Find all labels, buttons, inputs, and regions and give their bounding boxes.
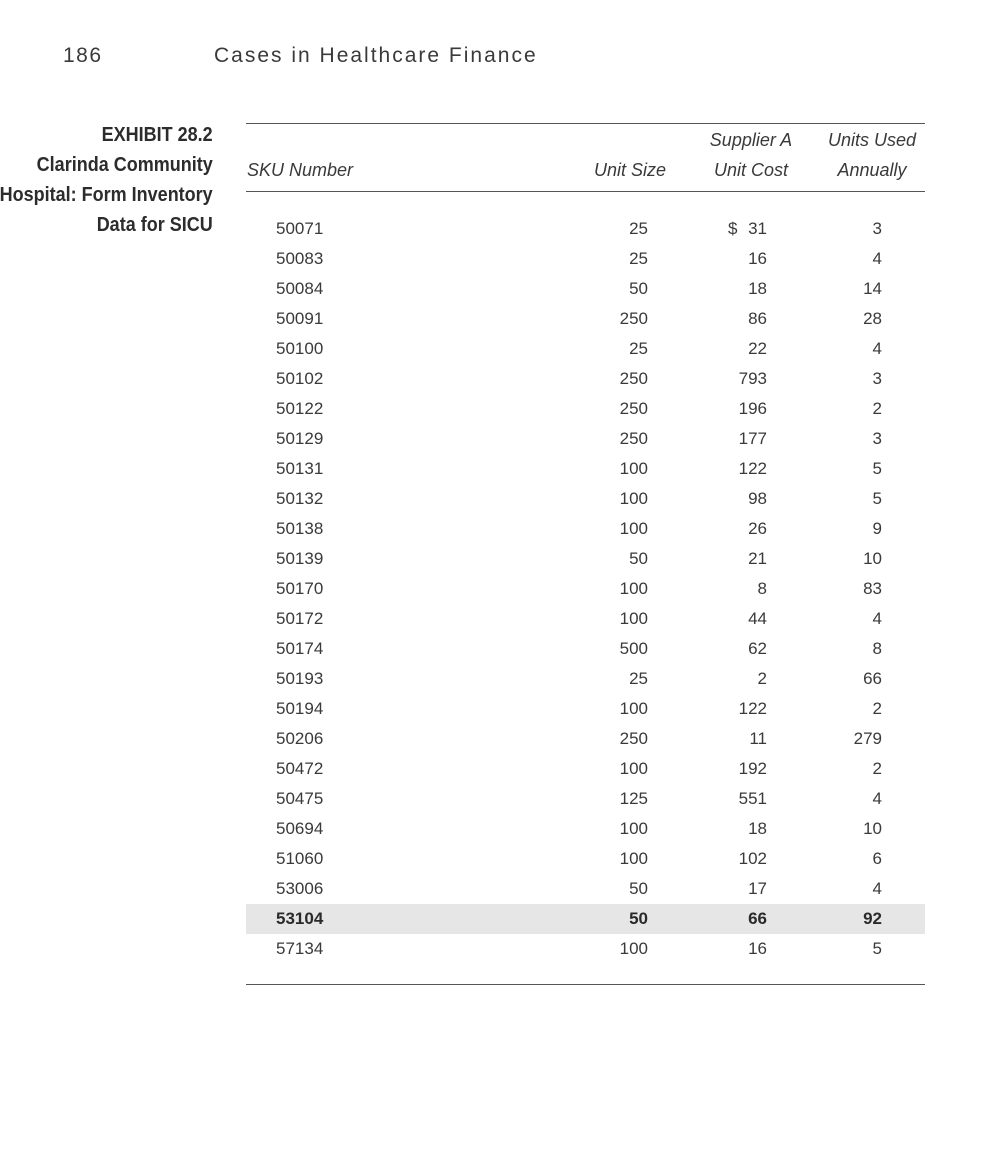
cell-sku-number: 50694 (276, 819, 324, 838)
cell-unit-cost: 177 (738, 429, 767, 448)
table-bottom-rule (246, 984, 925, 985)
cell-sku-number: 50170 (276, 579, 324, 598)
cell-unit-size: 125 (619, 789, 648, 808)
cell-sku-number: 53104 (276, 909, 324, 928)
cell-units-used: 8 (872, 639, 882, 658)
cell-unit-cost: 62 (748, 639, 767, 658)
cell-unit-cost: 2 (757, 669, 767, 688)
header-unit-cost-line1: Supplier A (709, 130, 793, 150)
table-row (246, 814, 925, 844)
table-header (246, 124, 925, 191)
cell-sku-number: 50172 (276, 609, 324, 628)
cell-sku-number: 51060 (276, 849, 324, 868)
header-unit-cost (690, 125, 812, 185)
header-units-used (812, 125, 932, 185)
cell-units-used: 9 (872, 519, 882, 538)
cell-sku-number: 50083 (276, 249, 324, 268)
exhibit-caption-line: Data for SICU (96, 214, 213, 236)
header-units-used-line1: Units Used (827, 130, 917, 150)
cell-unit-size: 100 (619, 849, 648, 868)
cell-units-used: 2 (872, 699, 882, 718)
table-row (246, 214, 925, 244)
cell-sku-number: 50084 (276, 279, 324, 298)
cell-sku-number: 50138 (276, 519, 324, 538)
table-row (246, 604, 925, 634)
cell-units-used: 3 (872, 369, 882, 388)
header-units-used-line2: Annually (837, 160, 907, 180)
cell-unit-size: 500 (619, 639, 648, 658)
cell-units-used: 4 (872, 339, 882, 358)
table-row (246, 334, 925, 364)
cell-unit-cost: 18 (748, 819, 767, 838)
cell-sku-number: 57134 (276, 939, 324, 958)
cell-units-used: 5 (872, 459, 882, 478)
cell-sku-number: 50122 (276, 399, 324, 418)
cell-units-used: 14 (863, 279, 882, 298)
exhibit-caption-line: Clarinda Community (36, 154, 214, 176)
cell-sku-number: 50139 (276, 549, 324, 568)
cell-unit-cost: 122 (738, 459, 767, 478)
cell-units-used: 4 (872, 609, 882, 628)
cell-unit-size: 250 (619, 429, 648, 448)
cell-unit-cost: 31 (748, 219, 767, 238)
table-row (246, 724, 925, 754)
cell-unit-size: 250 (619, 729, 648, 748)
cell-unit-cost: 16 (748, 939, 767, 958)
table-row (246, 694, 925, 724)
cell-unit-cost: 551 (738, 789, 767, 808)
cell-units-used: 4 (872, 789, 882, 808)
cell-unit-cost: 8 (757, 579, 767, 598)
cell-units-used: 66 (863, 669, 882, 688)
cell-unit-cost: 196 (738, 399, 767, 418)
header-sku-number: SKU Number (247, 160, 354, 180)
header-unit-size: Unit Size (593, 160, 666, 180)
cell-unit-cost: 44 (748, 609, 767, 628)
table-row (246, 664, 925, 694)
cell-unit-size: 25 (629, 219, 648, 238)
cell-sku-number: 53006 (276, 879, 324, 898)
cell-sku-number: 50071 (276, 219, 324, 238)
cell-sku-number: 50100 (276, 339, 324, 358)
exhibit-caption (0, 120, 213, 240)
cell-sku-number: 50206 (276, 729, 324, 748)
cell-units-used: 10 (863, 819, 882, 838)
cell-unit-cost: 16 (748, 249, 767, 268)
table-row (246, 244, 925, 274)
cell-unit-cost: 98 (748, 489, 767, 508)
exhibit-caption-line: EXHIBIT 28.2 (101, 124, 213, 146)
table-row (246, 754, 925, 784)
cell-unit-size: 25 (629, 249, 648, 268)
cell-sku-number: 50132 (276, 489, 324, 508)
cell-unit-cost: 17 (748, 879, 767, 898)
cell-units-used: 279 (853, 729, 882, 748)
cell-unit-cost: 21 (748, 549, 767, 568)
cell-units-used: 5 (872, 489, 882, 508)
cell-unit-size: 100 (619, 819, 648, 838)
table-row (246, 784, 925, 814)
cell-unit-cost: 11 (749, 729, 767, 748)
cell-unit-cost: 18 (748, 279, 767, 298)
cell-unit-cost: 86 (748, 309, 767, 328)
cell-sku-number: 50091 (276, 309, 324, 328)
cell-unit-size: 100 (619, 699, 648, 718)
table-row (246, 484, 925, 514)
cell-unit-size: 50 (629, 909, 648, 928)
cell-unit-size: 100 (619, 519, 648, 538)
cell-unit-cost: 122 (738, 699, 767, 718)
table-body (246, 192, 925, 964)
cell-unit-size: 250 (619, 369, 648, 388)
cell-sku-number: 50472 (276, 759, 324, 778)
cell-units-used: 3 (872, 219, 882, 238)
cell-units-used: 5 (872, 939, 882, 958)
cell-unit-cost: 102 (738, 849, 767, 868)
table-row (246, 634, 925, 664)
cell-sku-number: 50174 (276, 639, 324, 658)
cell-unit-cost: 793 (738, 369, 767, 388)
cell-units-used: 2 (872, 759, 882, 778)
table-row (246, 574, 925, 604)
cell-unit-size: 25 (629, 669, 648, 688)
table-row (246, 454, 925, 484)
cell-units-used: 10 (863, 549, 882, 568)
cell-unit-size: 250 (619, 309, 648, 328)
cell-units-used: 4 (872, 879, 882, 898)
cell-unit-size: 100 (619, 939, 648, 958)
cell-unit-size: 50 (629, 879, 648, 898)
cell-unit-size: 250 (619, 399, 648, 418)
cell-unit-size: 50 (629, 279, 648, 298)
cell-units-used: 6 (872, 849, 882, 868)
cell-unit-size: 50 (629, 549, 648, 568)
cell-units-used: 4 (872, 249, 882, 268)
cell-unit-size: 100 (619, 489, 648, 508)
cell-unit-size: 25 (629, 339, 648, 358)
cell-unit-cost: 26 (748, 519, 767, 538)
cell-unit-size: 100 (619, 609, 648, 628)
table-row (246, 934, 925, 964)
cell-units-used: 2 (872, 399, 882, 418)
table-row (246, 844, 925, 874)
cell-sku-number: 50475 (276, 789, 324, 808)
page-number: 186 (63, 44, 103, 67)
table-row (246, 274, 925, 304)
cell-sku-number: 50102 (276, 369, 324, 388)
header-unit-cost-line2: Unit Cost (713, 160, 789, 180)
cell-units-used: 3 (872, 429, 882, 448)
table-row (246, 424, 925, 454)
table-row (246, 544, 925, 574)
table-row (246, 364, 925, 394)
cell-unit-size: 100 (619, 579, 648, 598)
table-row (246, 874, 925, 904)
cell-unit-cost: 22 (748, 339, 767, 358)
cell-units-used: 83 (863, 579, 882, 598)
cell-unit-size: 100 (619, 759, 648, 778)
cell-currency-symbol: $ (728, 219, 738, 238)
cell-sku-number: 50194 (276, 699, 324, 718)
cell-units-used: 28 (863, 309, 882, 328)
cell-sku-number: 50129 (276, 429, 324, 448)
table-row-highlighted (246, 904, 925, 934)
cell-unit-cost: 192 (738, 759, 767, 778)
cell-sku-number: 50131 (276, 459, 324, 478)
exhibit-caption-line: Hospital: Form Inventory (0, 184, 213, 206)
cell-unit-size: 100 (619, 459, 648, 478)
inventory-table (246, 123, 925, 985)
cell-unit-cost: 66 (748, 909, 767, 928)
table-row (246, 304, 925, 334)
cell-sku-number: 50193 (276, 669, 324, 688)
running-head: Cases in Healthcare Finance (214, 44, 538, 67)
table-row (246, 394, 925, 424)
cell-units-used: 92 (863, 909, 882, 928)
table-row (246, 514, 925, 544)
